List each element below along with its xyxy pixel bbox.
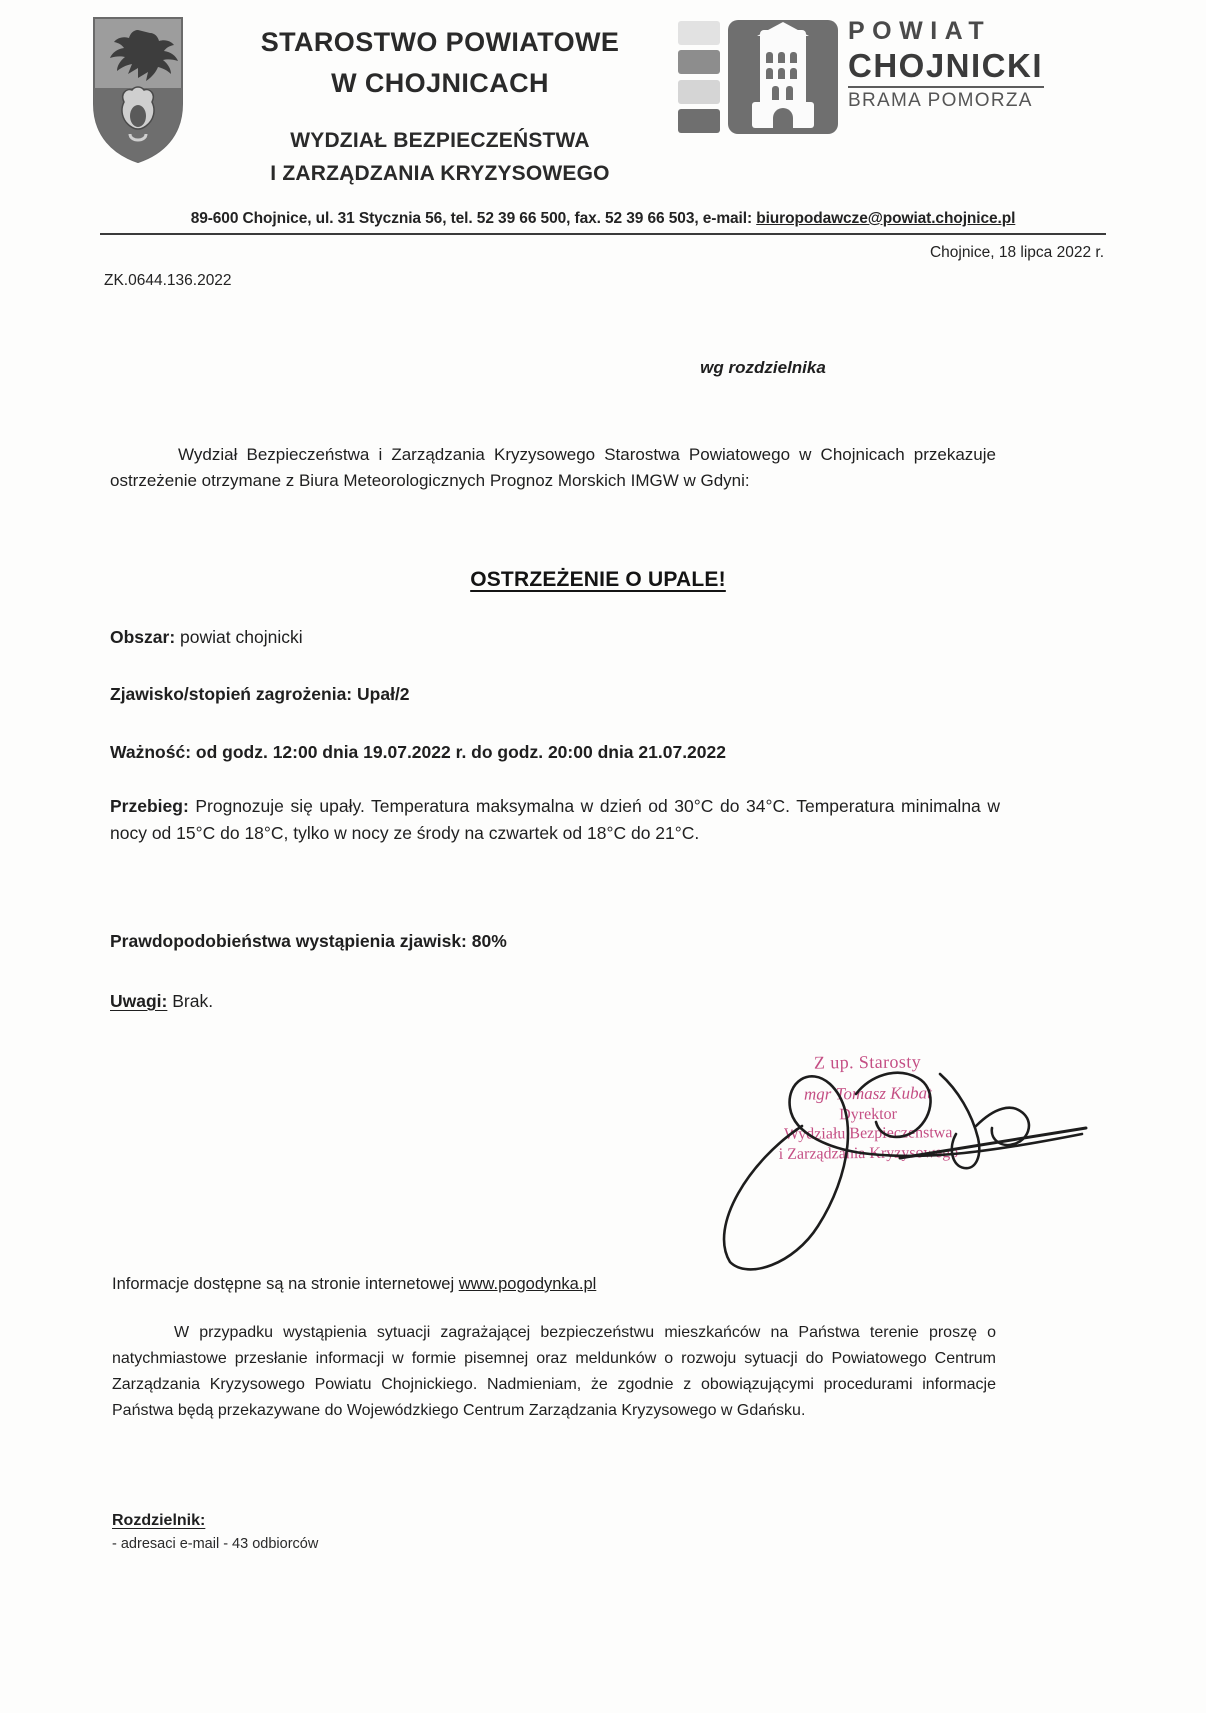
info-line	[112, 1275, 596, 1294]
address-text	[100, 210, 1106, 228]
logo-wordmark	[848, 18, 1048, 112]
department-line-2: I ZARZĄDZANIA KRYZYSOWEGO	[270, 161, 610, 185]
address-bar	[100, 210, 1106, 235]
warning-title-text: OSTRZEŻENIE O UPALE!	[470, 568, 726, 591]
address-prefix: 89-600 Chojnice, ul. 31 Stycznia 56, tel. 52 39 66 500, fax. 52 39 66 503, e-mail:	[190, 210, 757, 227]
warning-title	[0, 568, 1206, 592]
place-and-date: Chojnice, 18 lipca 2022 r.	[929, 244, 1104, 261]
stamp-line-2: mgr Tomasz Kubat	[803, 1083, 932, 1104]
intro-paragraph: Wydział Bezpieczeństwa i Zarządzania Kryzysowego Starostwa Powiatowego w Chojnicach przekazuje ostrzeżenie otrzymane z Biura Meteorologicznych Prognoz Morskich IMGW w Gdyni:	[110, 445, 996, 491]
field-prawdopodobienstwo-value: 80%	[471, 931, 507, 951]
field-uwagi-label: Uwagi:	[110, 991, 168, 1011]
email-link[interactable]: biuropodawcze@powiat.chojnice.pl	[756, 210, 1016, 227]
logo-divider	[848, 86, 1044, 88]
logo-word-powiat: POWIAT	[848, 17, 992, 45]
reference-number: ZK.0644.136.2022	[104, 272, 232, 289]
gate-tower-icon	[728, 20, 838, 134]
field-waznosc	[110, 739, 1000, 766]
stamp-line-5: i Zarządzania Kryzysowego	[778, 1143, 959, 1163]
logo-squares-icon	[678, 21, 720, 133]
organization-line-2: W CHOJNICACH	[331, 67, 549, 98]
field-przebieg-value: Prognozuje się upały. Temperatura maksymalna w dzień od 30°C do 34°C. Temperatura minimalna w nocy od 15°C do 18°C, tylko w nocy ze środy na czwartek od 18°C do 21°C.	[110, 796, 1000, 844]
stamp-line-4: Wydziału Bezpieczeństwa	[784, 1124, 953, 1144]
field-prawdopodobienstwo	[110, 928, 1000, 955]
field-uwagi-value: Brak.	[172, 991, 214, 1011]
field-przebieg-label: Przebieg:	[110, 796, 189, 816]
stamp-line-1: Z up. Starosty	[813, 1051, 922, 1073]
official-stamp	[747, 1051, 988, 1165]
powiat-chojnicki-logo	[678, 17, 1044, 143]
field-zjawisko-label: Zjawisko/stopień zagrożenia:	[110, 684, 353, 704]
logo-tagline: BRAMA POMORZA	[848, 90, 1033, 112]
field-uwagi	[110, 988, 1000, 1015]
field-obszar-label: Obszar:	[110, 627, 176, 647]
field-obszar-value: powiat chojnicki	[180, 627, 303, 647]
field-prawdopodobienstwo-label: Prawdopodobieństwa wystąpienia zjawisk:	[110, 931, 467, 951]
field-zjawisko	[110, 681, 1000, 708]
field-zjawisko-value: Upał/2	[357, 684, 410, 704]
department-line-1: WYDZIAŁ BEZPIECZEŃSTWA	[290, 129, 590, 152]
logo-word-chojnicki: CHOJNICKI	[848, 46, 1044, 84]
info-prefix: Informacje dostępne są na stronie internetowej	[112, 1275, 459, 1293]
field-obszar	[110, 624, 1000, 651]
field-waznosc-label: Ważność:	[110, 742, 192, 762]
distribution-title: Rozdzielnik:	[112, 1512, 206, 1529]
field-waznosc-value: od godz. 12:00 dnia 19.07.2022 r. do godz. 20:00 dnia 21.07.2022	[195, 742, 726, 762]
pogodynka-link[interactable]: www.pogodynka.pl	[458, 1275, 597, 1293]
stamp-line-3: Dyrektor	[839, 1105, 898, 1123]
coat-of-arms-icon	[92, 16, 184, 164]
addressee: wg rozdzielnika	[700, 358, 826, 377]
document-header	[0, 0, 1206, 210]
organization-line-1: STAROSTWO POWIATOWE	[260, 27, 620, 57]
field-przebieg	[110, 793, 1000, 847]
closing-paragraph: W przypadku wystąpienia sytuacji zagrażającej bezpieczeństwu mieszkańców na Państwa terenie proszę o natychmiastowe przesłanie informacji w formie pisemnej oraz meldunków o rozwoju sytuacji do Powiatowego Centrum Zarządzania Kryzysowego Powiatu Chojnickiego. Nadmieniam, że zgodnie z obowiązującymi procedurami informacje Państwa będą przekazywane do Wojewódzkiego Centrum Zarządzania Kryzysowego w Gdańsku.	[112, 1324, 996, 1419]
header-titles	[210, 22, 670, 190]
header-divider	[100, 233, 1106, 235]
distribution-line: - adresaci e-mail - 43 odbiorców	[112, 1536, 319, 1552]
